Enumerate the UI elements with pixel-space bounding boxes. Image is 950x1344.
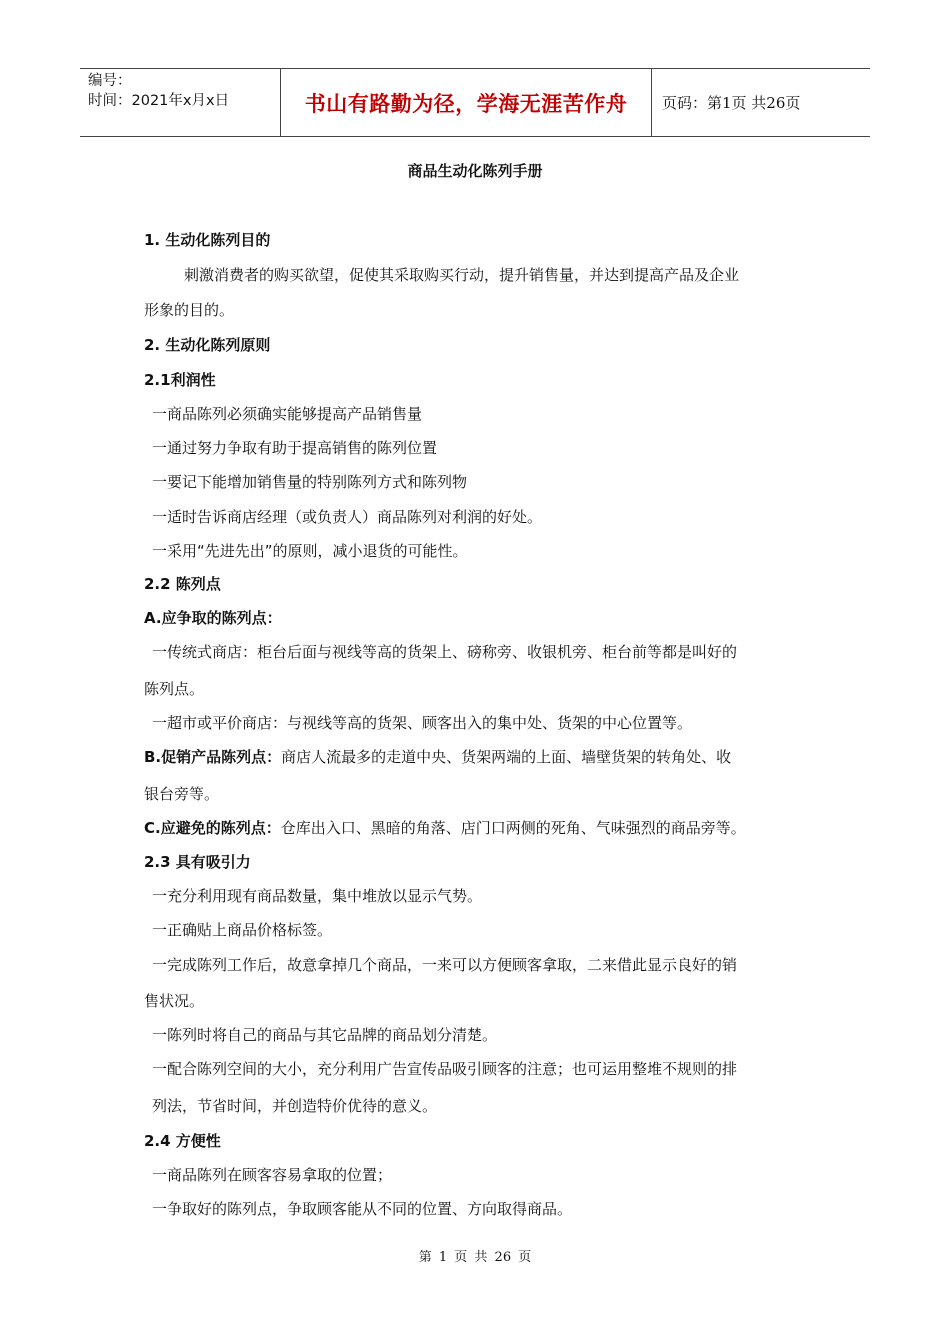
header-motto: 书山有路勤为径，学海无涯苦作舟 [281, 69, 652, 136]
document-date: 时间：2021年x月x日 [88, 93, 230, 109]
header-meta [80, 69, 281, 136]
subsection-heading: 2.2 陈列点 [144, 575, 221, 593]
subsection-heading: 2.3 具有吸引力 [144, 853, 251, 871]
list-item: 一传统式商店：柜台后面与视线等高的货架上、磅称旁、收银机旁、柜台前等都是叫好的 [152, 643, 738, 661]
point-heading: A.应争取的陈列点： [144, 609, 282, 627]
page-footer: 第 1 页 共 26 页 [418, 1250, 532, 1265]
body-line: 陈列点。 [144, 680, 205, 698]
body-line [144, 747, 731, 767]
list-item: 一商品陈列在顾客容易拿取的位置； [152, 1166, 393, 1184]
list-item: 一通过努力争取有助于提高销售的陈列位置 [152, 439, 438, 457]
list-item: 一超市或平价商店：与视线等高的货架、顾客出入的集中处、货架的中心位置等。 [152, 714, 693, 732]
body-line [144, 818, 746, 838]
document-title: 商品生动化陈列手册 [407, 162, 543, 180]
list-item: 一要记下能增加销售量的特别陈列方式和陈列物 [152, 473, 468, 491]
section-heading: 1. 生动化陈列目的 [144, 231, 271, 249]
point-label: B.促销产品陈列点： [144, 748, 282, 766]
body-line: 银台旁等。 [144, 785, 220, 803]
list-item: 一配合陈列空间的大小，充分利用广告宣传品吸引顾客的注意；也可运用整堆不规则的排 [152, 1060, 738, 1078]
list-item: 一适时告诉商店经理（或负责人）商品陈列对利润的好处。 [152, 508, 543, 526]
list-item: 一争取好的陈列点，争取顾客能从不同的位置、方向取得商品。 [152, 1200, 573, 1218]
body-line: 刺激消费者的购买欲望，促使其采取购买行动，提升销售量，并达到提高产品及企业 [184, 266, 740, 284]
point-label: C.应避免的陈列点： [144, 819, 281, 837]
body-line: 形象的目的。 [144, 301, 235, 319]
body-line: 售状况。 [144, 992, 205, 1010]
body-line: 列法，节省时间，并创造特价优待的意义。 [152, 1097, 438, 1115]
point-text: 仓库出入口、黑暗的角落、店门口两侧的死角、气味强烈的商品旁等。 [280, 819, 746, 837]
list-item: 一完成陈列工作后，故意拿掉几个商品，一来可以方便顾客拿取，二来借此显示良好的销 [152, 956, 738, 974]
page-header [80, 68, 870, 137]
header-page-info: 页码：第1页 共26页 [662, 94, 801, 112]
list-item: 一商品陈列必须确实能够提高产品销售量 [152, 405, 423, 423]
point-text: 商店人流最多的走道中央、货架两端的上面、墙壁货架的转角处、收 [281, 748, 732, 766]
list-item: 一采用“先进先出”的原则，减小退货的可能性。 [152, 542, 468, 560]
list-item: 一正确贴上商品价格标签。 [152, 921, 333, 939]
subsection-heading: 2.1利润性 [144, 371, 216, 389]
list-item: 一充分利用现有商品数量，集中堆放以显示气势。 [152, 887, 483, 905]
document-number-label: 编号： [88, 73, 132, 89]
section-heading: 2. 生动化陈列原则 [144, 336, 271, 354]
list-item: 一陈列时将自己的商品与其它品牌的商品划分清楚。 [152, 1026, 498, 1044]
subsection-heading: 2.4 方便性 [144, 1132, 221, 1150]
